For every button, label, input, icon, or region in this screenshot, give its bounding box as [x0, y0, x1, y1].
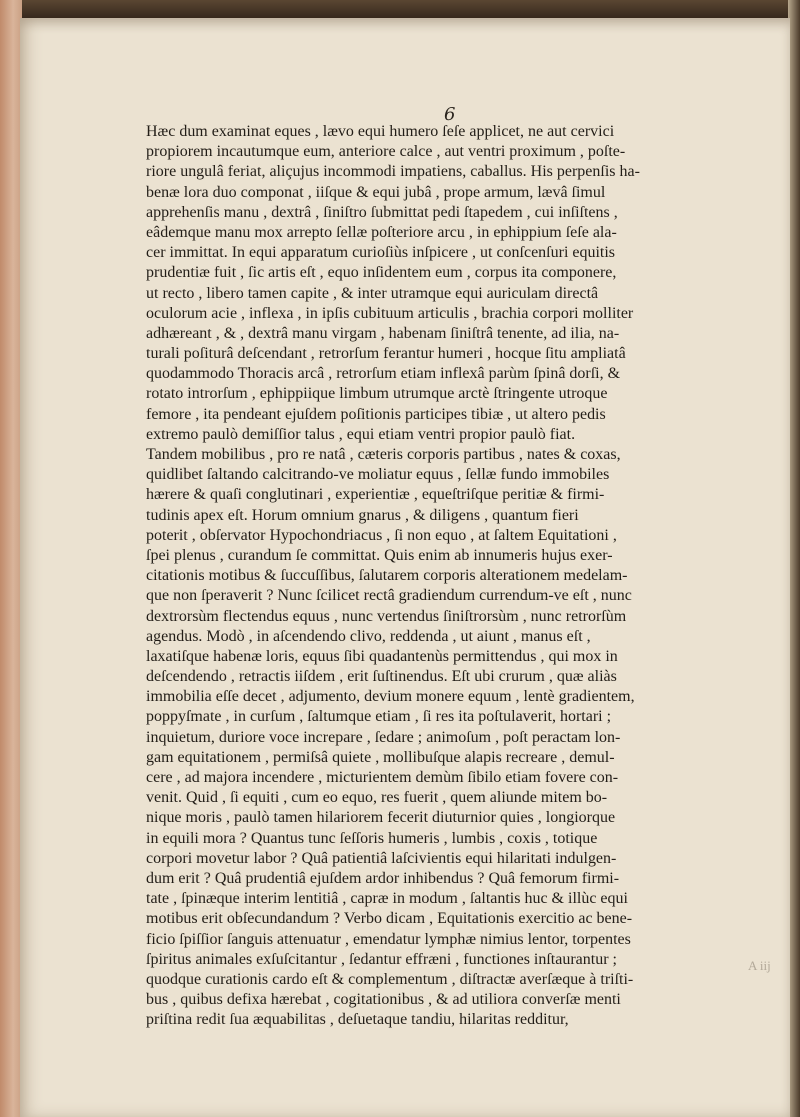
text-line: poterit , obſervator Hypochondriacus , ſi non equo , at ſaltem Equitationi ,: [146, 526, 617, 544]
text-line: eâdemque manu mox arrepto ſellæ poſteriore arcu , in ephippium ſeſe ala-: [146, 223, 617, 241]
text-line: femore , ita pendeant ejuſdem poſitionis participes tibiæ , ut altero pedis: [146, 405, 606, 423]
text-line: cer immittat. In equi apparatum curioſiùs inſpicere , ut conſcenſuri equitis: [146, 244, 616, 262]
text-line: propiorem incautumque eum, anteriore calce , aut ventri proximum , poſte-: [146, 143, 626, 161]
book-left-edge: [0, 0, 22, 1117]
text-line: laxatiſque habenæ loris, equus ſibi quadantenùs permittendus , qui mox in: [146, 647, 618, 665]
text-line: hærere & quaſi conglutinari , experientiæ , equeſtriſque peritiæ & firmi-: [146, 486, 605, 504]
text-line: deſcendendo , retractis iiſdem , erit ſuſtinendus. Eſt ubi crurum , quæ aliàs: [146, 668, 617, 686]
text-line: turali poſiturâ deſcendant , retrorſum ferantur humeri , hocque ſitu ampliatâ: [146, 345, 626, 363]
text-line: riore ungulâ feriat, aliçujus incommodi impatiens, caballus. His perpenſis ha-: [146, 163, 640, 181]
text-line: in equili mora ? Quantus tunc ſeſſoris humeris , lumbis , coxis , totique: [146, 829, 598, 847]
text-line: ſpiritus animales exſuſcitantur , ſedantur effræni , functiones inſtaurantur ;: [146, 950, 617, 968]
text-line: dextrorsùm flectendus equus , nunc vertendus ſiniſtrorsùm , nunc retrorſùm: [146, 607, 627, 625]
text-line: extremo paulò demiſſior talus , equi etiam ventri propior paulò fiat.: [146, 425, 576, 443]
text-line: agendus. Modò , in aſcendendo clivo, reddenda , ut aiunt , manus eſt ,: [146, 627, 591, 645]
text-line: tate , ſpinæque interim lentitiâ , capræ in modum , ſaltantis huc & illùc equi: [146, 890, 628, 908]
text-line: apprehenſis manu , dextrâ , ſiniſtro ſubmittat pedi ſtapedem , cui inſiſtens ,: [146, 203, 618, 221]
text-line: ficio ſpiſſior ſanguis attenuatur , emendatur lymphæ nimius lentor, torpentes: [146, 930, 631, 948]
text-line: ut recto , libero tamen capite , & inter utramque equi auriculam directâ: [146, 284, 599, 302]
page-number: 6: [444, 104, 456, 125]
text-line: bus , quibus defixa hærebat , cogitationibus , & ad utiliora converſæ menti: [146, 991, 621, 1009]
text-line: prudentiæ fuit , ſic artis eſt , equo inſidentem eum , corpus ita componere,: [146, 264, 617, 282]
text-line: poppyſmate , in curſum , ſaltumque etiam , ſi res ita poſtulaverit, hortari ;: [146, 708, 612, 726]
text-line: tudinis apex eſt. Horum omnium gnarus , & diligens , quantum fieri: [146, 506, 579, 524]
text-line: inquietum, duriore voce increpare , ſedare ; animoſum , poſt peractam lon-: [146, 728, 621, 746]
text-line: Tandem mobilibus , pro re natâ , cæteris corporis partibus , nates & coxas,: [146, 446, 621, 463]
text-line: quodammodo Thoracis arcâ , retrorſum etiam inflexâ parùm ſpinâ dorſi, &: [146, 365, 621, 383]
text-line: ſpei plenus , curandum ſe committat. Quis enim ab innumeris hujus exer-: [146, 546, 613, 564]
text-line: gam equitationem , permiſsâ quiete , mollibuſque alapis recreare , demul-: [146, 748, 615, 766]
text-line: que non ſperaverit ? Nunc ſcilicet rectâ gradiendum currendum-ve eſt , nunc: [146, 587, 632, 605]
text-line: corpori movetur labor ? Quâ patientiâ laſcivientis equi hilaritati indulgen-: [146, 849, 617, 867]
text-line: rotato introrſum , ephippiique limbum utrumque arctè ſtringente utroque: [146, 385, 608, 403]
text-line: motibus erit obſecundandum ? Verbo dicam , Equitationis exercitio ac bene-: [146, 910, 633, 928]
text-line: dum erit ? Quâ prudentiâ ejuſdem ardor inhibendus ? Quâ femorum firmi-: [146, 869, 620, 887]
text-line: adhæreant , & , dextrâ manu virgam , habenam ſiniſtrâ tenente, ad ilia, na-: [146, 324, 620, 342]
text-line: cere , ad majora incendere , micturientem demùm ſibilo etiam fovere con-: [146, 769, 619, 786]
text-line: quidlibet ſaltando calcitrando-ve moliatur equus , ſellæ fundo immobiles: [146, 466, 610, 484]
text-line: quodque curationis cardo eſt & complementum , diſtractæ averſæque à triſti-: [146, 970, 634, 988]
text-line: citationis motibus & ſuccuſſibus, ſalutarem corporis alterationem medelam-: [146, 567, 628, 585]
catchword: A iij: [748, 958, 771, 973]
text-line: nique moris , paulò tamen hilariorem fecerit diuturnior quies , longiorque: [146, 809, 616, 827]
text-line: benæ lora duo componat , iiſque & equi jubâ , prope armum, lævâ ſimul: [146, 183, 606, 201]
text-line: priſtina redit ſua æquabilitas , deſuetaque tandiu, hilaritas redditur,: [146, 1011, 569, 1029]
text-line: venit. Quid , ſi equiti , cum eo equo, res fuerit , quem aliunde mitem bo-: [146, 789, 608, 807]
body-text: [146, 122, 796, 1030]
text-line: immobilia eſſe decet , adjumento, devium monere equum , lentè gradientem,: [146, 688, 635, 706]
text-line: oculorum acie , inflexa , in ipſis cubituum articulis , brachia corpori molliter: [146, 304, 634, 322]
text-line: Hæc dum examinat eques , lævo equi humero ſeſe applicet, ne aut cervici: [146, 123, 615, 140]
